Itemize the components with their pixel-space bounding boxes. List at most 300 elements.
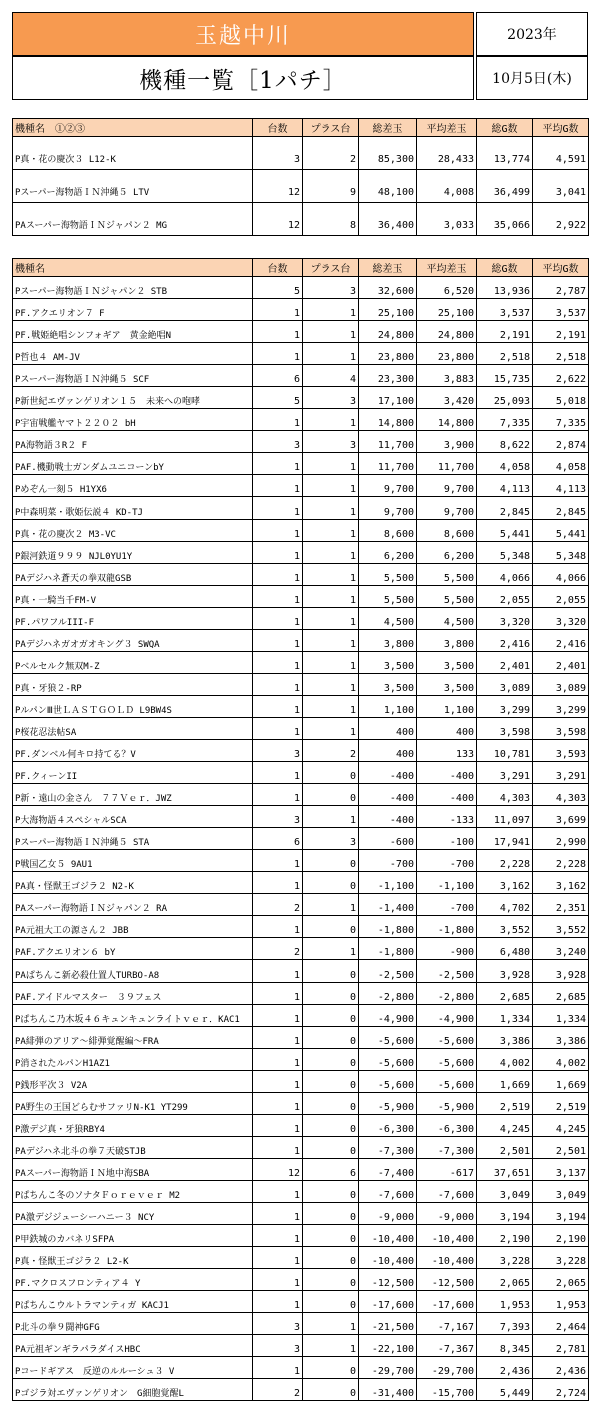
value-cell: 3,162 <box>533 872 589 894</box>
value-cell: 7,335 <box>533 409 589 431</box>
value-cell: 3,598 <box>533 717 589 739</box>
value-cell: -5,600 <box>359 1026 417 1048</box>
column-header: 総G数 <box>477 259 533 277</box>
page-title: 機種一覧［1パチ］ <box>12 56 474 100</box>
value-cell: 12 <box>253 1158 303 1180</box>
value-cell: 1 <box>253 585 303 607</box>
value-cell: 3,228 <box>477 1247 533 1269</box>
date-label: 10月5日(木) <box>476 56 588 100</box>
value-cell: -400 <box>359 762 417 784</box>
table-row <box>13 1357 589 1379</box>
machine-name-cell: PAデジハネ北斗の拳７天破STJB <box>13 1136 253 1158</box>
table-row <box>13 137 589 170</box>
value-cell: 3,291 <box>477 762 533 784</box>
value-cell: 1 <box>253 1357 303 1379</box>
value-cell: 2,622 <box>533 365 589 387</box>
value-cell: 4,245 <box>477 1114 533 1136</box>
value-cell: 1 <box>303 321 359 343</box>
value-cell: -6,300 <box>359 1114 417 1136</box>
value-cell: 3 <box>253 1313 303 1335</box>
value-cell: 11,097 <box>477 806 533 828</box>
value-cell: 3 <box>253 1335 303 1357</box>
machine-name-cell: PAデジハネガオガオキング３ SWQA <box>13 629 253 651</box>
value-cell: -22,100 <box>359 1335 417 1357</box>
value-cell: 5,348 <box>533 541 589 563</box>
value-cell: 3,537 <box>477 299 533 321</box>
value-cell: -5,900 <box>359 1092 417 1114</box>
table-row <box>13 806 589 828</box>
value-cell: 1 <box>303 607 359 629</box>
value-cell: 1 <box>253 519 303 541</box>
value-cell: -400 <box>359 784 417 806</box>
machine-name-cell: Pベルセルク無双M-Z <box>13 651 253 673</box>
table-row <box>13 1291 589 1313</box>
value-cell: 1 <box>253 607 303 629</box>
machine-name-cell: Pスーパー海物語ＩＮ沖縄５ LTV <box>13 170 253 203</box>
table-row <box>13 409 589 431</box>
value-cell: 3,299 <box>477 695 533 717</box>
value-cell: -7,600 <box>417 1180 477 1202</box>
value-cell: 3 <box>253 431 303 453</box>
value-cell: -2,800 <box>359 982 417 1004</box>
value-cell: 9 <box>303 170 359 203</box>
value-cell: 1,953 <box>477 1291 533 1313</box>
table-row <box>13 1114 589 1136</box>
value-cell: 0 <box>303 1114 359 1136</box>
table-row <box>13 916 589 938</box>
value-cell: 0 <box>303 1202 359 1224</box>
column-header: 台数 <box>253 259 303 277</box>
machine-name-cell: P戦国乙女５ 9AU1 <box>13 850 253 872</box>
value-cell: 133 <box>417 739 477 761</box>
machine-name-cell: Pぱちんこ乃木坂４６キュンキュンライトｖｅｒ．KAC1 <box>13 1004 253 1026</box>
value-cell: 3 <box>303 277 359 299</box>
value-cell: 2 <box>303 137 359 170</box>
value-cell: 25,093 <box>477 387 533 409</box>
machine-name-cell: P激デジ真・牙狼RBY4 <box>13 1114 253 1136</box>
machine-name-cell: PF.パワフルIII-F <box>13 607 253 629</box>
value-cell: 2,401 <box>533 651 589 673</box>
table-row <box>13 872 589 894</box>
column-header: 平均差玉 <box>417 119 477 137</box>
value-cell: 1 <box>253 541 303 563</box>
value-cell: 7,335 <box>477 409 533 431</box>
value-cell: 1 <box>303 695 359 717</box>
value-cell: -7,600 <box>359 1180 417 1202</box>
value-cell: 24,800 <box>417 321 477 343</box>
value-cell: 2,190 <box>477 1225 533 1247</box>
value-cell: 36,400 <box>359 203 417 236</box>
value-cell: 0 <box>303 1026 359 1048</box>
value-cell: 3,883 <box>417 365 477 387</box>
table-header-row <box>13 119 589 137</box>
value-cell: 4,591 <box>533 137 589 170</box>
value-cell: 400 <box>359 717 417 739</box>
value-cell: 6 <box>253 365 303 387</box>
value-cell: -12,500 <box>359 1269 417 1291</box>
value-cell: -9,000 <box>359 1202 417 1224</box>
value-cell: 12 <box>253 203 303 236</box>
value-cell: -400 <box>417 762 477 784</box>
machine-name-cell: PF.ダンベル何キロ持てる？V <box>13 739 253 761</box>
value-cell: -5,600 <box>417 1026 477 1048</box>
value-cell: -100 <box>417 828 477 850</box>
value-cell: -7,300 <box>417 1136 477 1158</box>
value-cell: 3,033 <box>417 203 477 236</box>
value-cell: 1 <box>303 1313 359 1335</box>
value-cell: 1 <box>253 1004 303 1026</box>
table-row <box>13 1180 589 1202</box>
value-cell: 25,100 <box>417 299 477 321</box>
value-cell: -6,300 <box>417 1114 477 1136</box>
value-cell: -133 <box>417 806 477 828</box>
value-cell: 2,065 <box>533 1269 589 1291</box>
machine-name-cell: PF.クィーンII <box>13 762 253 784</box>
value-cell: 4,058 <box>533 453 589 475</box>
value-cell: 11,700 <box>359 431 417 453</box>
value-cell: 3,386 <box>533 1026 589 1048</box>
value-cell: 1 <box>253 1136 303 1158</box>
value-cell: -1,400 <box>359 894 417 916</box>
value-cell: 0 <box>303 916 359 938</box>
value-cell: 1 <box>303 497 359 519</box>
value-cell: 23,800 <box>359 343 417 365</box>
value-cell: 4,113 <box>477 475 533 497</box>
machine-name-cell: PA野生の王国どらむサファリN-K1 YT299 <box>13 1092 253 1114</box>
value-cell: 0 <box>303 1357 359 1379</box>
value-cell: 4,500 <box>417 607 477 629</box>
value-cell: 3,500 <box>359 673 417 695</box>
machine-name-cell: Pぱちんこ冬のソナタＦｏｒｅｖｅｒ M2 <box>13 1180 253 1202</box>
machine-list-table <box>12 258 589 1401</box>
table-row <box>13 938 589 960</box>
value-cell: 3 <box>253 739 303 761</box>
table-row <box>13 1092 589 1114</box>
value-cell: 5,449 <box>477 1379 533 1401</box>
value-cell: 4,066 <box>477 563 533 585</box>
value-cell: -29,700 <box>417 1357 477 1379</box>
value-cell: 0 <box>303 1247 359 1269</box>
value-cell: 3,049 <box>533 1180 589 1202</box>
value-cell: 1 <box>253 960 303 982</box>
machine-name-cell: Pゴジラ対エヴァンゲリオン G細胞覚醒L <box>13 1379 253 1401</box>
value-cell: 2,401 <box>477 651 533 673</box>
machine-name-cell: PA元祖ギンギラパラダイスHBC <box>13 1335 253 1357</box>
machine-name-cell: PA激デジジューシーハニー３ NCY <box>13 1202 253 1224</box>
value-cell: 3 <box>303 431 359 453</box>
value-cell: 3,194 <box>533 1202 589 1224</box>
value-cell: 2,845 <box>533 497 589 519</box>
table-row <box>13 1247 589 1269</box>
machine-name-cell: PAデジハネ蒼天の拳双龍GSB <box>13 563 253 585</box>
value-cell: 1 <box>303 673 359 695</box>
value-cell: 0 <box>303 1048 359 1070</box>
table-row <box>13 299 589 321</box>
table-row <box>13 695 589 717</box>
value-cell: 1 <box>303 343 359 365</box>
value-cell: 1 <box>253 695 303 717</box>
value-cell: 2,416 <box>477 629 533 651</box>
table-row <box>13 762 589 784</box>
value-cell: -4,900 <box>417 1004 477 1026</box>
machine-name-cell: PAスーパー海物語ＩＮ地中海SBA <box>13 1158 253 1180</box>
value-cell: 4,058 <box>477 453 533 475</box>
value-cell: -31,400 <box>359 1379 417 1401</box>
value-cell: 2,191 <box>477 321 533 343</box>
value-cell: 3 <box>253 806 303 828</box>
value-cell: 2,436 <box>533 1357 589 1379</box>
machine-name-cell: Pコードギアス 反逆のルルーシュ３ V <box>13 1357 253 1379</box>
value-cell: 2,724 <box>533 1379 589 1401</box>
value-cell: 3,194 <box>477 1202 533 1224</box>
machine-name-cell: PA真・怪獣王ゴジラ２ N2-K <box>13 872 253 894</box>
column-header: 平均差玉 <box>417 259 477 277</box>
value-cell: 3,928 <box>477 960 533 982</box>
value-cell: 1 <box>253 321 303 343</box>
machine-name-cell: Pスーパー海物語ＩＮジャパン２ STB <box>13 277 253 299</box>
value-cell: 5,500 <box>417 585 477 607</box>
column-header: 平均G数 <box>533 259 589 277</box>
column-header: プラス台 <box>303 119 359 137</box>
value-cell: -7,300 <box>359 1136 417 1158</box>
value-cell: 1 <box>253 563 303 585</box>
value-cell: 4,066 <box>533 563 589 585</box>
value-cell: 1 <box>303 651 359 673</box>
value-cell: 3,240 <box>533 938 589 960</box>
value-cell: 4,303 <box>533 784 589 806</box>
value-cell: 3,552 <box>477 916 533 938</box>
value-cell: -17,600 <box>359 1291 417 1313</box>
table-row <box>13 1202 589 1224</box>
table-row <box>13 1379 589 1401</box>
value-cell: 5 <box>253 387 303 409</box>
value-cell: 0 <box>303 872 359 894</box>
value-cell: 35,066 <box>477 203 533 236</box>
value-cell: 3,137 <box>533 1158 589 1180</box>
value-cell: 1 <box>303 806 359 828</box>
value-cell: 0 <box>303 1070 359 1092</box>
machine-name-cell: P真・花の慶次３ L12-K <box>13 137 253 170</box>
value-cell: 2,436 <box>477 1357 533 1379</box>
table-row <box>13 894 589 916</box>
value-cell: 1 <box>253 409 303 431</box>
machine-name-cell: P北斗の拳９闘神GFG <box>13 1313 253 1335</box>
value-cell: 2,228 <box>477 850 533 872</box>
value-cell: 2,191 <box>533 321 589 343</box>
value-cell: 2,055 <box>477 585 533 607</box>
value-cell: 1 <box>253 673 303 695</box>
value-cell: -617 <box>417 1158 477 1180</box>
column-header: 総差玉 <box>359 259 417 277</box>
value-cell: 3 <box>303 387 359 409</box>
value-cell: 7,393 <box>477 1313 533 1335</box>
machine-name-cell: PA緋弾のアリア～緋弾覚醒編～FRA <box>13 1026 253 1048</box>
value-cell: 85,300 <box>359 137 417 170</box>
value-cell: 3,089 <box>477 673 533 695</box>
value-cell: -700 <box>417 850 477 872</box>
store-name: 玉越中川 <box>12 12 474 56</box>
machine-name-cell: Pスーパー海物語ＩＮ沖縄５ STA <box>13 828 253 850</box>
value-cell: 36,499 <box>477 170 533 203</box>
value-cell: 17,100 <box>359 387 417 409</box>
table-row <box>13 960 589 982</box>
value-cell: 2 <box>303 739 359 761</box>
value-cell: 24,800 <box>359 321 417 343</box>
value-cell: 1 <box>253 1092 303 1114</box>
value-cell: 0 <box>303 982 359 1004</box>
machine-name-cell: P宇宙戦艦ヤマト２２０２ bH <box>13 409 253 431</box>
value-cell: 15,735 <box>477 365 533 387</box>
value-cell: 2,519 <box>533 1092 589 1114</box>
table-row <box>13 475 589 497</box>
value-cell: -12,500 <box>417 1269 477 1291</box>
value-cell: 5,348 <box>477 541 533 563</box>
machine-name-cell: PA海物語３R２ F <box>13 431 253 453</box>
value-cell: 8,600 <box>359 519 417 541</box>
value-cell: -400 <box>417 784 477 806</box>
value-cell: 1 <box>253 762 303 784</box>
value-cell: 1,100 <box>359 695 417 717</box>
table-row <box>13 673 589 695</box>
value-cell: 3,598 <box>477 717 533 739</box>
machine-name-cell: P真・怪獣王ゴジラ２ L2-K <box>13 1247 253 1269</box>
table-row <box>13 1225 589 1247</box>
table-row <box>13 651 589 673</box>
value-cell: 4,303 <box>477 784 533 806</box>
machine-name-cell: P真・牙狼２-RP <box>13 673 253 695</box>
machine-name-cell: PF.マクロスフロンティア４ Y <box>13 1269 253 1291</box>
year-label: 2023年 <box>476 12 588 56</box>
value-cell: 400 <box>417 717 477 739</box>
value-cell: -1,800 <box>417 916 477 938</box>
value-cell: 2,990 <box>533 828 589 850</box>
value-cell: 1,953 <box>533 1291 589 1313</box>
value-cell: -5,600 <box>359 1048 417 1070</box>
value-cell: 1 <box>303 894 359 916</box>
value-cell: 23,800 <box>417 343 477 365</box>
table-row <box>13 585 589 607</box>
value-cell: 13,774 <box>477 137 533 170</box>
value-cell: 1 <box>303 585 359 607</box>
value-cell: 1 <box>253 343 303 365</box>
table-row <box>13 541 589 563</box>
machine-name-cell: PAF.アイドルマスター ３９フェス <box>13 982 253 1004</box>
machine-name-cell: PAF.アクエリオン６ bY <box>13 938 253 960</box>
value-cell: 3,299 <box>533 695 589 717</box>
value-cell: 9,700 <box>359 475 417 497</box>
value-cell: 1,669 <box>533 1070 589 1092</box>
value-cell: -600 <box>359 828 417 850</box>
value-cell: 1 <box>303 409 359 431</box>
value-cell: 6,520 <box>417 277 477 299</box>
machine-name-cell: P真・花の慶次２ M3-VC <box>13 519 253 541</box>
table-row <box>13 170 589 203</box>
value-cell: 0 <box>303 850 359 872</box>
value-cell: 5,441 <box>477 519 533 541</box>
value-cell: 13,936 <box>477 277 533 299</box>
value-cell: 2,501 <box>533 1136 589 1158</box>
value-cell: 0 <box>303 1180 359 1202</box>
table-row <box>13 563 589 585</box>
value-cell: 4,002 <box>477 1048 533 1070</box>
value-cell: -21,500 <box>359 1313 417 1335</box>
machine-name-cell: Pめぞん一刻５ H1YX6 <box>13 475 253 497</box>
value-cell: 0 <box>303 1225 359 1247</box>
value-cell: -1,800 <box>359 938 417 960</box>
value-cell: 2,190 <box>533 1225 589 1247</box>
value-cell: 1,669 <box>477 1070 533 1092</box>
value-cell: -2,500 <box>417 960 477 982</box>
value-cell: 2,922 <box>533 203 589 236</box>
column-header: 総G数 <box>477 119 533 137</box>
value-cell: 3,500 <box>417 651 477 673</box>
table-row <box>13 850 589 872</box>
value-cell: 3,537 <box>533 299 589 321</box>
value-cell: 5,018 <box>533 387 589 409</box>
value-cell: 5 <box>253 277 303 299</box>
machine-name-cell: Pぱちんこウルトラマンティガ KACJ1 <box>13 1291 253 1313</box>
value-cell: 3,500 <box>359 651 417 673</box>
value-cell: 2,781 <box>533 1335 589 1357</box>
machine-name-cell: P消されたルパンH1AZ1 <box>13 1048 253 1070</box>
machine-name-cell: P真・一騎当千FM-V <box>13 585 253 607</box>
value-cell: 1,334 <box>477 1004 533 1026</box>
value-cell: 25,100 <box>359 299 417 321</box>
machine-name-cell: P新世紀エヴァンゲリオン１５ 未来への咆哮 <box>13 387 253 409</box>
value-cell: 1 <box>303 541 359 563</box>
column-header-name: 機種名 <box>13 259 253 277</box>
table-row <box>13 203 589 236</box>
value-cell: -10,400 <box>359 1247 417 1269</box>
table-row <box>13 1313 589 1335</box>
value-cell: 8,345 <box>477 1335 533 1357</box>
table-row <box>13 1026 589 1048</box>
machine-name-cell: Pスーパー海物語ＩＮ沖縄５ SCF <box>13 365 253 387</box>
value-cell: 9,700 <box>417 475 477 497</box>
table-row <box>13 982 589 1004</box>
value-cell: 9,700 <box>359 497 417 519</box>
table-row <box>13 1048 589 1070</box>
value-cell: 3,699 <box>533 806 589 828</box>
table-row <box>13 453 589 475</box>
table-row <box>13 1335 589 1357</box>
value-cell: 1 <box>253 916 303 938</box>
value-cell: -29,700 <box>359 1357 417 1379</box>
value-cell: 2,519 <box>477 1092 533 1114</box>
value-cell: -1,800 <box>359 916 417 938</box>
value-cell: 1 <box>253 784 303 806</box>
value-cell: 0 <box>303 1004 359 1026</box>
column-header-name: 機種名 ①②③ <box>13 119 253 137</box>
value-cell: 3,049 <box>477 1180 533 1202</box>
featured-machines-table <box>12 118 589 236</box>
machine-name-cell: PAぱちんこ新必殺仕置人TURBO-A8 <box>13 960 253 982</box>
value-cell: -5,900 <box>417 1092 477 1114</box>
value-cell: 1 <box>303 563 359 585</box>
value-cell: 0 <box>303 762 359 784</box>
value-cell: 1 <box>253 1048 303 1070</box>
value-cell: 3,593 <box>533 739 589 761</box>
table-row <box>13 629 589 651</box>
value-cell: 2,518 <box>477 343 533 365</box>
value-cell: 1 <box>303 1335 359 1357</box>
machine-name-cell: PF.アクエリオン７ F <box>13 299 253 321</box>
value-cell: 0 <box>303 1136 359 1158</box>
value-cell: -1,100 <box>359 872 417 894</box>
value-cell: 8,622 <box>477 431 533 453</box>
value-cell: 10,781 <box>477 739 533 761</box>
table-row <box>13 497 589 519</box>
